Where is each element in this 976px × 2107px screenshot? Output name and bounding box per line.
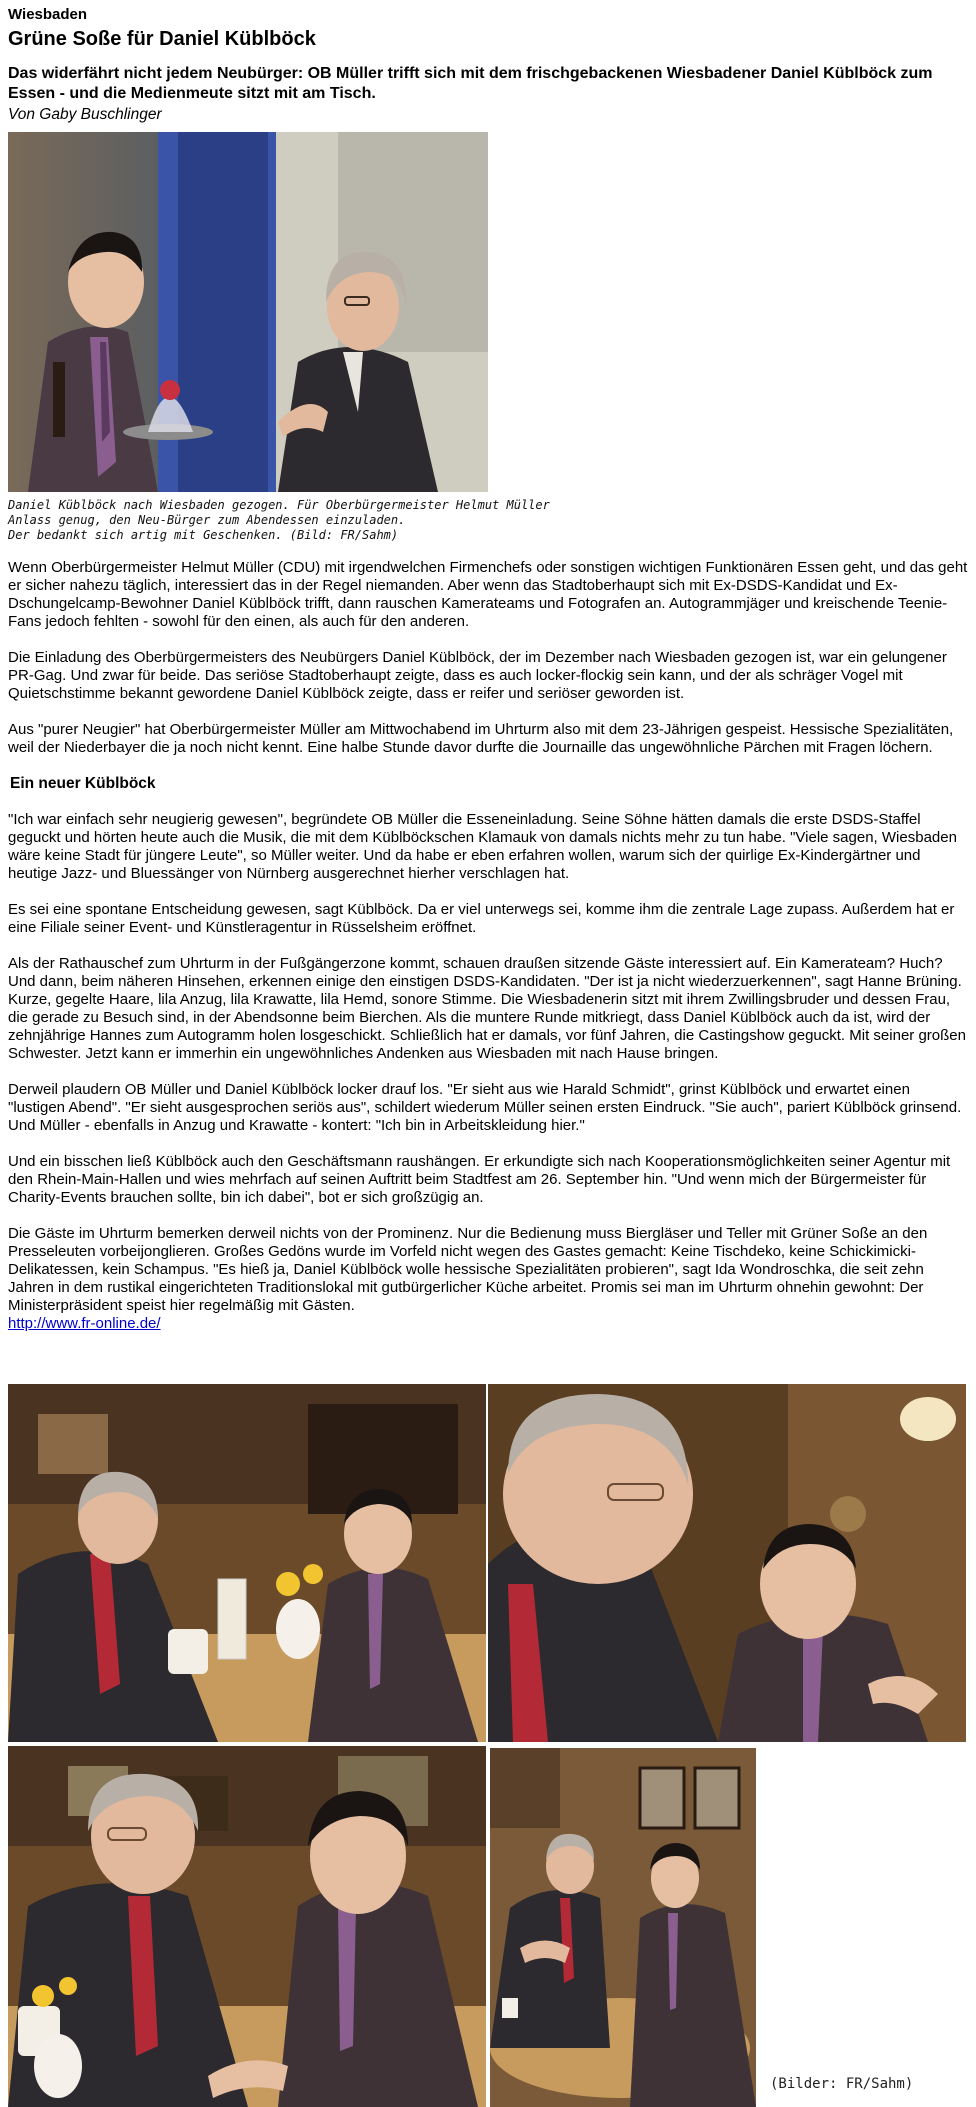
article-body [8, 559, 968, 1333]
article-lead: Das widerfährt nicht jedem Neubürger: OB Müller trifft sich mit dem frischgebackenen Wiesbadener Daniel Küblböck zum Essen - und die Medienmeute sitzt mit am Tisch. [8, 65, 933, 102]
hero-photo-illustration [8, 132, 488, 492]
article-paragraph: Und ein bisschen ließ Küblböck auch den Geschäftsmann raushängen. Er erkundigte sich nach Kooperationsmöglichkeiten seiner Agentur mit den Rhein-Main-Hallen und wies mehrfach auf seinen Auftritt beim Stadtfest am 26. September hin. "Und wenn mich der Bürgermeister für Charity-Events brauchen sollte, bin ich dabei", bot er sich großzügig an. [8, 1153, 951, 1206]
gallery-photo-3-illustration [8, 1746, 486, 2107]
source-link[interactable]: http://www.fr-online.de/ [8, 1315, 161, 1332]
gallery-photo-1-illustration [8, 1384, 486, 1742]
gallery-photo [8, 1746, 486, 2107]
article-paragraph: Die Gäste im Uhrturm bemerken derweil nichts von der Prominenz. Nur die Bedienung muss Biergläser und Teller mit Grüner Soße an den Presseleuten vorbeijonglieren. Großes Gedöns wurde im Vorfeld nicht wegen des Gastes gemacht: Keine Tischdeko, keine Schickimicki-Delikatessen, kein Schampus. "Es hieß ja, Daniel Küblböck wolle hessische Spezialitäten probieren", sagt Ida Wondroschka, die seit zehn Jahren in dem rustikal eingerichteten Traditionslokal mit gutbürgerlicher Küche arbeitet. Promis sei man im Uhrturm ohnehin gewohnt: Der Ministerpräsident speist hier regelmäßig mit Gästen. [8, 1225, 928, 1314]
article-kicker: Wiesbaden [8, 6, 88, 23]
gallery-photo [488, 1384, 966, 1742]
article-paragraph: Es sei eine spontane Entscheidung gewesen, sagt Küblböck. Da er viel unterwegs sei, komme ihm die zentrale Lage zupass. Außerdem hat er eine Filiale seiner Event- und Künstleragentur in Rüsselsheim eröffnet. [8, 901, 955, 936]
article-paragraph: Als der Rathauschef zum Uhrturm in der Fußgängerzone kommt, schauen draußen sitzende Gäste interessiert auf. Ein Kamerateam? Huch? Und dann, beim näheren Hinsehen, erkennen einige den einstigen DSDS-Kandidaten. "Der ist ja nicht wiederzuerkennen", sagt Hanne Brüning. Kurze, gegelte Haare, lila Anzug, lila Krawatte, lila Hemd, sonore Stimme. Die Wiesbadenerin sitzt mit ihrem Zwillingsbruder und dessen Frau, die gerade zu Besuch sind, in der Abendsonne beim Bierchen. Als die muntere Runde mitkriegt, dass Daniel Küblböck auch da ist, wird der zehnjährige Hannes zum Autogramm holen losgeschickt. Schließlich hat er damals, vor fünf Jahren, die Castingshow geguckt. Mit seiner großen Schwester. Jetzt kann er immerhin ein ungewöhnliches Andenken aus Wiesbaden mit nach Hause bringen. [8, 955, 966, 1062]
article-headline: Grüne Soße für Daniel Küblböck [8, 28, 316, 50]
article-subheading: Ein neuer Küblböck [10, 775, 156, 792]
article-author: Von Gaby Buschlinger [8, 106, 162, 123]
article-paragraph: Aus "purer Neugier" hat Oberbürgermeister Müller am Mittwochabend im Uhrturm also mit dem 23-Jährigen gespeist. Hessische Spezialitäten, weil der Niederbayer die ja noch nicht kennt. Eine halbe Stunde davor durfte die Journaille das ungewöhnliche Pärchen mit Fragen löchern. [8, 721, 954, 756]
hero-caption-line: Anlass genug, den Neu-Bürger zum Abendessen einzuladen. [8, 513, 406, 527]
gallery-photo-2-illustration [488, 1384, 966, 1742]
hero-caption-line: Der bedankt sich artig mit Geschenken. (Bild: FR/Sahm) [8, 528, 399, 542]
article-page [8, 6, 968, 1333]
hero-caption-line: Daniel Küblböck nach Wiesbaden gezogen. Für Oberbürgermeister Helmut Müller [8, 498, 550, 512]
article-paragraph: Die Einladung des Oberbürgermeisters des Neubürgers Daniel Küblböck, der im Dezember nach Wiesbaden gezogen ist, war ein gelungener PR-Gag. Und zwar für beide. Das seriöse Stadtoberhaupt zeigte, dass es auch locker-flockig sein kann, und der als schräger Vogel mit Quietschstimme bekannt gewordene Daniel Küblböck zeigte, dass er reifer und seriöser geworden ist. [8, 649, 947, 702]
photo-gallery [0, 1384, 976, 2107]
gallery-photo [490, 1748, 756, 2107]
gallery-credit: (Bilder: FR/Sahm) [770, 2076, 914, 2092]
gallery-photo-4-illustration [490, 1748, 756, 2107]
hero-photo [8, 132, 488, 492]
article-paragraph: Wenn Oberbürgermeister Helmut Müller (CDU) mit irgendwelchen Firmenchefs oder sonstigen wichtigen Funktionären Essen geht, und das geht er sicher nahezu täglich, interessiert das in der Regel niemanden. Aber wenn das Stadtoberhaupt sich mit Ex-DSDS-Kandidat und Ex-Dschungelcamp-Bewohner Daniel Küblböck trifft, dann rauschen Kamerateams und Fotografen an. Autogrammjäger und kreischende Teenie-Fans jedoch fehlten - sowohl für den einen, als auch für den anderen. [8, 559, 968, 630]
hero-caption [8, 498, 968, 543]
article-paragraph: "Ich war einfach sehr neugierig gewesen", begründete OB Müller die Esseneinladung. Seine Söhne hätten damals die erste DSDS-Staffel geguckt und hörten heute auch die Musik, die mit dem Küblböckschen Klamauk von damals nichts mehr zu tun habe. "Viele sagen, Wiesbaden wäre keine Stadt für jüngere Leute", so Müller weiter. Und da habe er eben erfahren wollen, warum sich der quirlige Ex-Kindergärtner und heutige Jazz- und Bluessänger von Nürnberg ausgerechnet hierher verschlagen hat. [8, 811, 957, 882]
article-paragraph: Derweil plaudern OB Müller und Daniel Küblböck locker drauf los. "Er sieht aus wie Harald Schmidt", grinst Küblböck und erwartet einen "lustigen Abend". "Er sieht ausgesprochen seriös aus", schildert wiederum Müller seinen ersten Eindruck. "Sie auch", pariert Küblböck grinsend. Und Müller - ebenfalls in Anzug und Krawatte - kontert: "Ich bin in Arbeitskleidung hier." [8, 1081, 962, 1134]
gallery-photo [8, 1384, 486, 1742]
